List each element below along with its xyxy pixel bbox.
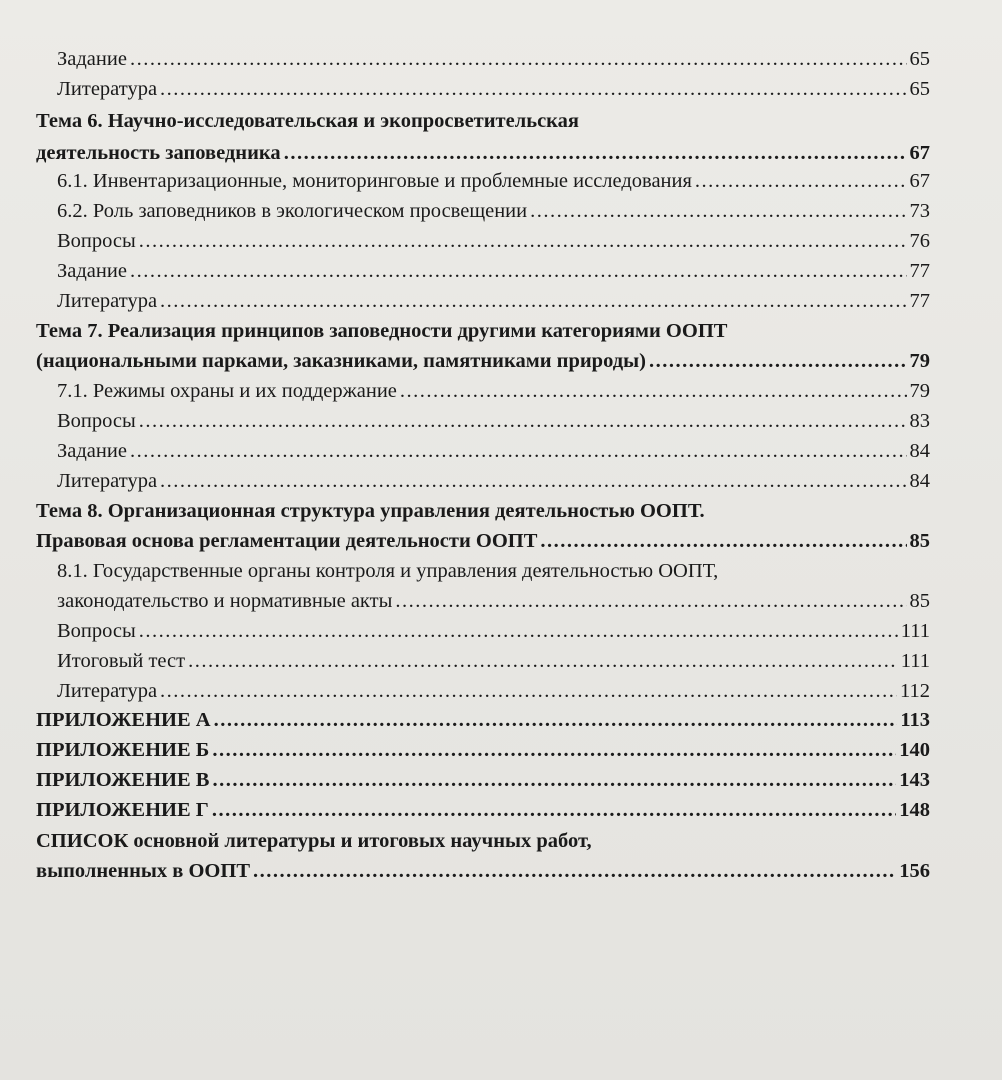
toc-entry-7-1: 7.1. Режимы охраны и их поддержание ..... 79 [57,377,930,406]
toc-entry-topic-7: (национальными парками, заказниками, памятниками природы) ..... 79 [36,347,930,376]
toc-entry-task: Задание ..... 77 [57,257,930,286]
toc-entry-questions: Вопросы ..... 83 [57,407,930,436]
toc-entry-appendix-b: ПРИЛОЖЕНИЕ Б ..... 140 [36,736,930,765]
toc-entry-literature: Литература ..... 77 [57,287,930,316]
toc-entry-appendix-a: ПРИЛОЖЕНИЕ А ..... 113 [36,706,930,735]
toc-entry-6-1: 6.1. Инвентаризационные, мониторинговые и проблемные исследования ..... 67 [57,167,930,196]
toc-heading-8-1: 8.1. Государственные органы контроля и управления деятельностью ООПТ, [57,560,719,582]
toc-heading-topic-7: Тема 7. Реализация принципов заповедности другими категориями ООПТ [36,320,728,342]
toc-entry-appendix-v: ПРИЛОЖЕНИЕ В ..... 143 [36,766,930,795]
toc-entry-task: Задание ..... 84 [57,437,930,466]
toc-heading-topic-8: Тема 8. Организационная структура управления деятельностью ООПТ. [36,500,705,522]
toc-entry-questions: Вопросы ..... 76 [57,227,930,256]
toc-heading-topic-6: Тема 6. Научно-исследовательская и экопросветительская [36,110,580,132]
toc-entry-literature: Литература ..... 84 [57,467,930,496]
toc-entry-topic-6: деятельность заповедника ..... 67 [36,139,930,168]
toc-entry-questions: Вопросы ..... 111 [57,617,930,646]
toc-entry-topic-8: Правовая основа регламентации деятельности ООПТ ..... 85 [36,527,930,556]
toc-heading-bibliography: СПИСОК основной литературы и итоговых научных работ, [36,830,592,852]
toc-entry-8-1: законодательство и нормативные акты ..... 85 [57,587,930,616]
toc-entry-6-2: 6.2. Роль заповедников в экологическом просвещении ..... 73 [57,197,930,226]
toc-entry-bibliography: выполненных в ООПТ ..... 156 [36,857,930,886]
toc-entry-final-test: Итоговый тест ..... 111 [57,647,930,676]
toc-entry-literature: Литература ..... 65 [57,75,930,104]
toc-entry-task: Задание ..... 65 [57,45,930,74]
toc-entry-appendix-g: ПРИЛОЖЕНИЕ Г ..... 148 [36,796,930,825]
toc-entry-literature: Литература ..... 112 [57,677,930,706]
